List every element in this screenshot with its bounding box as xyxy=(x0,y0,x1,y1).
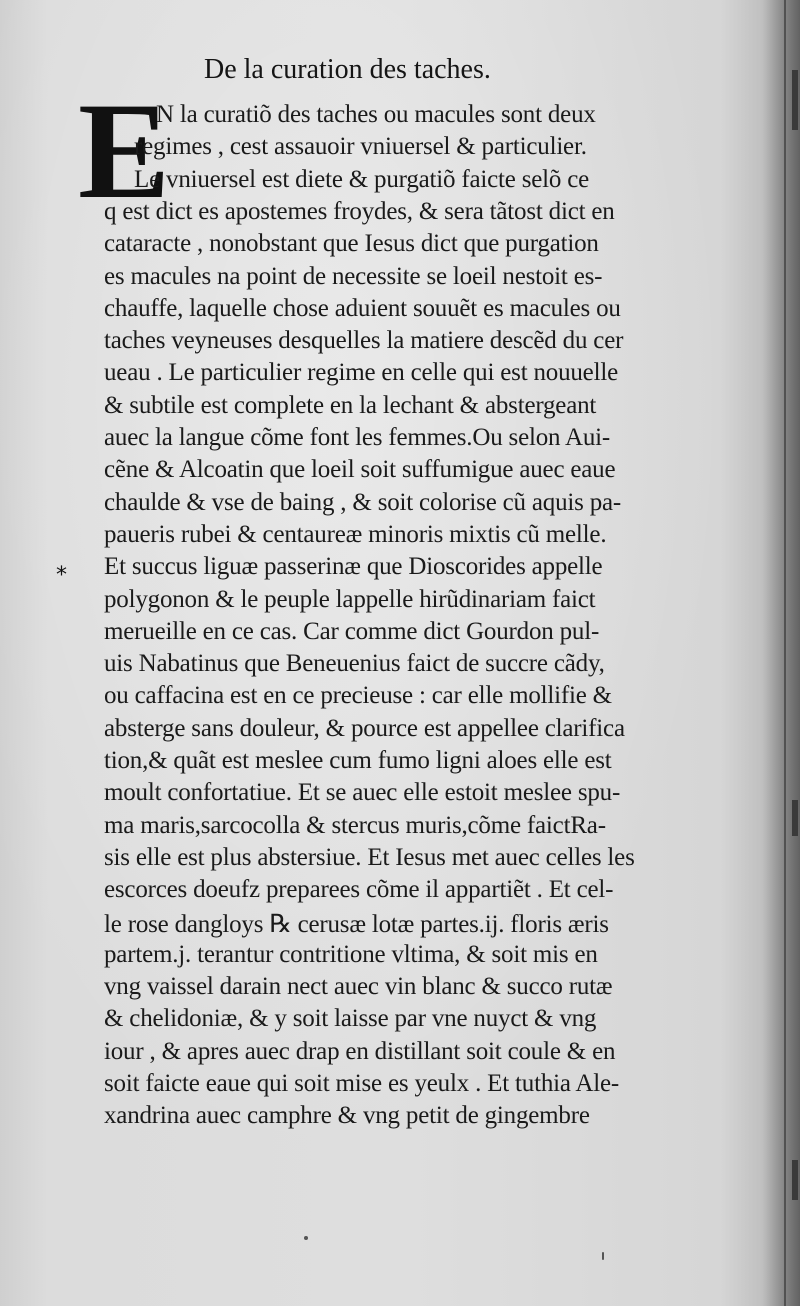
text-line: paueris rubei & centaureæ minoris mixtis cũ melle. xyxy=(104,520,607,548)
edge-stain xyxy=(792,800,798,836)
paper-speck xyxy=(602,1252,604,1260)
text-line: cẽne & Alcoatin que loeil soit suffumigue auec eaue xyxy=(104,456,616,484)
text-line: merueille en ce cas. Car comme dict Gourdon pul- xyxy=(104,617,600,645)
text-line: cataracte , nonobstant que Iesus dict que purgation xyxy=(104,230,599,258)
edge-stain xyxy=(792,1160,798,1200)
page-gutter-shadow xyxy=(762,0,800,1306)
text-line: moult confortatiue. Et se auec elle estoit meslee spu- xyxy=(104,779,621,807)
text-line: regimes , cest assauoir vniuersel & particulier. xyxy=(134,133,587,161)
marginal-asterisk: * xyxy=(56,563,67,588)
text-line: & subtile est complete en la lechant & abstergeant xyxy=(104,391,597,419)
text-line: polygonon & le peuple lappelle hirũdinariam faict xyxy=(104,585,596,613)
text-line: chauffe, laquelle chose aduient souuẽt es macules ou xyxy=(104,294,621,322)
text-line: tion,& quãt est meslee cum fumo ligni aloes elle est xyxy=(104,747,612,774)
text-line: & chelidoniæ, & y soit laisse par vne nuyct & vng xyxy=(104,1005,597,1033)
drop-cap: E xyxy=(78,74,171,227)
text-line: iour , & apres auec drap en distillant soit coule & en xyxy=(104,1037,616,1065)
text-line: Et succus liguæ passerinæ que Dioscorides appelle xyxy=(104,553,603,581)
text-line: chaulde & vse de baing , & soit colorise cũ aquis pa- xyxy=(104,488,622,516)
text-line: Le vniuersel est diete & purgatiõ faicte selõ ce xyxy=(134,165,590,193)
text-line: ueau . Le particulier regime en celle qui est nouuelle xyxy=(104,359,618,387)
text-line: es macules na point de necessite se loeil nestoit es- xyxy=(104,262,603,290)
text-line: N la curatiõ des taches ou macules sont deux xyxy=(156,101,596,128)
text-line: le rose dangloys ℞ cerusæ lotæ partes.ij. floris æris xyxy=(104,910,609,938)
text-line: taches veyneuses desquelles la matiere descẽd du cer xyxy=(104,327,624,355)
page-title: De la curation des taches. xyxy=(204,54,491,85)
text-line: sis elle est plus abstersiue. Et Iesus met auec celles les xyxy=(104,843,635,871)
text-line: uis Nabatinus que Beneuenius faict de succre cãdy, xyxy=(104,650,605,678)
text-line: ou caffacina est en ce precieuse : car elle mollifie & xyxy=(104,682,612,710)
binding-edge xyxy=(784,0,786,1306)
paper-speck xyxy=(304,1236,308,1240)
text-line: q est dict es apostemes froydes, & sera tãtost dict en xyxy=(104,197,615,225)
text-line: escorces doeufz preparees cõme il appartiẽt . Et cel- xyxy=(104,876,614,904)
edge-stain xyxy=(792,70,798,130)
text-line: xandrina auec camphre & vng petit de gingembre xyxy=(104,1102,590,1130)
text-line: partem.j. terantur contritione vltima, & soit mis en xyxy=(104,940,598,968)
text-line: vng vaissel darain nect auec vin blanc & succo rutæ xyxy=(104,973,613,1001)
text-line: absterge sans douleur, & pource est appellee clarifica xyxy=(104,714,625,742)
text-line: auec la langue cõme font les femmes.Ou selon Aui- xyxy=(104,424,611,451)
text-line: soit faicte eaue qui soit mise es yeulx . Et tuthia Ale- xyxy=(104,1070,620,1097)
text-line: ma maris,sarcocolla & stercus muris,cõme faictRa- xyxy=(104,811,606,839)
